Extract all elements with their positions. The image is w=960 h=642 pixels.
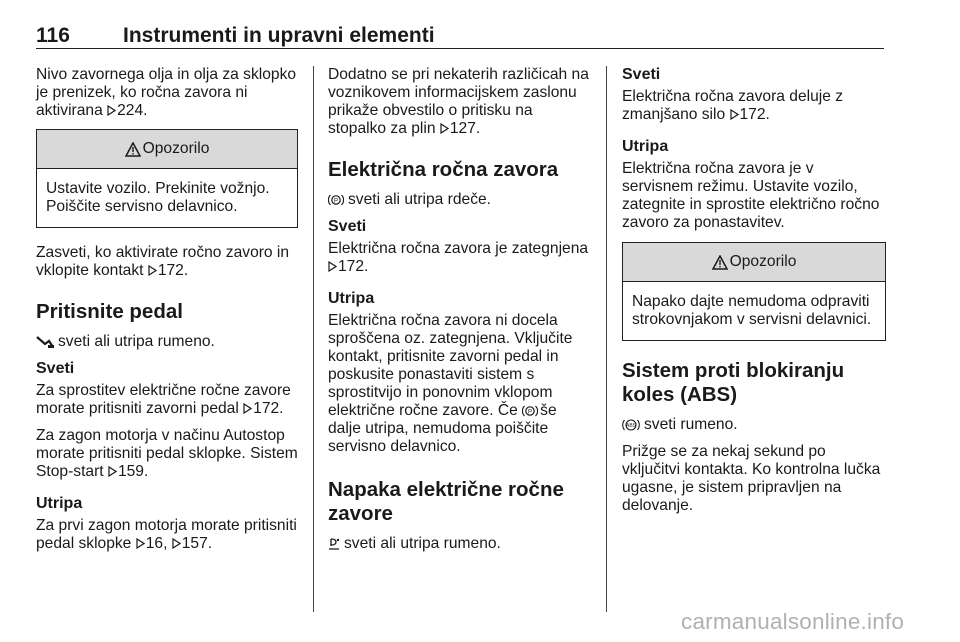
page-reference-icon bbox=[243, 403, 252, 414]
brake-pedal-icon bbox=[36, 335, 54, 349]
subheading: Utripa bbox=[36, 495, 83, 512]
parking-brake-icon bbox=[328, 193, 344, 207]
page-reference-icon bbox=[148, 265, 157, 276]
subheading: Utripa bbox=[622, 138, 669, 155]
page-reference-icon bbox=[440, 123, 449, 134]
subheading: Sveti bbox=[328, 218, 367, 235]
warning-label: Opozorilo bbox=[729, 253, 797, 270]
section-heading: Električna ročna zavora bbox=[328, 158, 559, 181]
section-heading: Pritisnite pedal bbox=[36, 300, 183, 323]
column-1 bbox=[36, 66, 298, 562]
intro-paragraph: Nivo zavornega olja in olja za sklopko je prenizek, ko ročna zavora ni aktivirana 224. bbox=[36, 66, 297, 119]
page-reference-icon bbox=[108, 466, 117, 477]
paragraph: Zasveti, ko aktivirate ročno zavoro in vklopite kontakt 172. bbox=[36, 244, 290, 279]
warning-header bbox=[623, 243, 885, 282]
parking-brake-icon bbox=[522, 404, 538, 418]
warning-box bbox=[36, 129, 298, 228]
paragraph: Za sprostitev električne ročne zavore morate pritisniti zavorni pedal 172. bbox=[36, 382, 291, 417]
svg-text:P: P bbox=[333, 198, 339, 205]
warning-label: Opozorilo bbox=[142, 140, 210, 157]
section-heading: Napaka električne ročne zavore bbox=[328, 478, 564, 525]
svg-text:P: P bbox=[528, 409, 533, 416]
section-heading: Sistem proti blokiranju koles (ABS) bbox=[622, 359, 845, 406]
page-reference-icon bbox=[730, 109, 739, 120]
warning-text: Ustavite vozilo. Prekinite vožnjo. Poiščite servisno delavnico. bbox=[46, 180, 270, 215]
paragraph: Za zagon motorja v načinu Autostop morate pritisniti pedal sklopke. Sistem Stop-start 159. bbox=[36, 427, 298, 480]
paragraph: Dodatno se pri nekaterih različicah na voznikovem informacijskem zaslonu prikaže obvestilo o pritisku na stopalko za plin 127. bbox=[328, 66, 589, 137]
brake-fault-icon bbox=[328, 537, 340, 551]
warning-triangle-icon bbox=[125, 142, 141, 157]
paragraph: Električna ročna zavora deluje z zmanjšano silo 172. bbox=[622, 88, 844, 123]
subheading: Sveti bbox=[36, 360, 75, 377]
indicator-line: sveti ali utripa rumeno. bbox=[328, 535, 592, 553]
warning-text: Napako dajte nemudoma odpraviti strokovnjakom v servisni delavnici. bbox=[632, 293, 872, 328]
watermark: carmanualsonline.info bbox=[681, 609, 905, 634]
warning-triangle-icon bbox=[712, 255, 728, 270]
subheading: Utripa bbox=[328, 290, 375, 307]
column-divider bbox=[313, 66, 314, 612]
svg-text:ABS: ABS bbox=[625, 423, 637, 429]
indicator-line: P sveti ali utripa rdeče. bbox=[328, 191, 592, 209]
subheading: Sveti bbox=[622, 66, 661, 83]
page-number: 116 bbox=[36, 24, 70, 47]
paragraph: Za prvi zagon motorja morate pritisniti pedal sklopke 16, 157. bbox=[36, 517, 297, 552]
column-divider bbox=[606, 66, 607, 612]
paragraph: Električna ročna zavora je v servisnem režimu. Ustavite vozilo, zategnite in sprostite električno ročno zavoro za ponastavitev. bbox=[622, 160, 880, 231]
page-reference-icon bbox=[136, 538, 145, 549]
indicator-line: sveti ali utripa rumeno. bbox=[36, 333, 298, 351]
page-reference-icon bbox=[172, 538, 181, 549]
warning-header bbox=[37, 130, 297, 169]
page-reference-icon bbox=[107, 105, 116, 116]
page-header bbox=[36, 24, 884, 49]
paragraph: Električna ročna zavora ni docela sproščena oz. zategnjena. Vključite kontakt, pritisnite zavorni pedal in poskusite ponastaviti sistem s sprostitvijo in ponovnim vklopom električne ročne zavore. Če P še dalje utripa, nemudoma poiščite servisno delavnico. bbox=[328, 312, 573, 455]
paragraph: Prižge se za nekaj sekund po vključitvi kontakta. Ko kontrolna lučka ugasne, je sistem pripravljen na delovanje. bbox=[622, 443, 881, 514]
column-2 bbox=[328, 66, 592, 562]
paragraph: Električna ročna zavora je zategnjena 172. bbox=[328, 240, 589, 275]
page-reference-icon bbox=[328, 261, 337, 272]
warning-box bbox=[622, 242, 886, 341]
indicator-line: ABS sveti rumeno. bbox=[622, 416, 886, 434]
page-title: Instrumenti in upravni elementi bbox=[123, 24, 435, 47]
abs-icon bbox=[622, 418, 640, 432]
column-3 bbox=[622, 66, 886, 524]
